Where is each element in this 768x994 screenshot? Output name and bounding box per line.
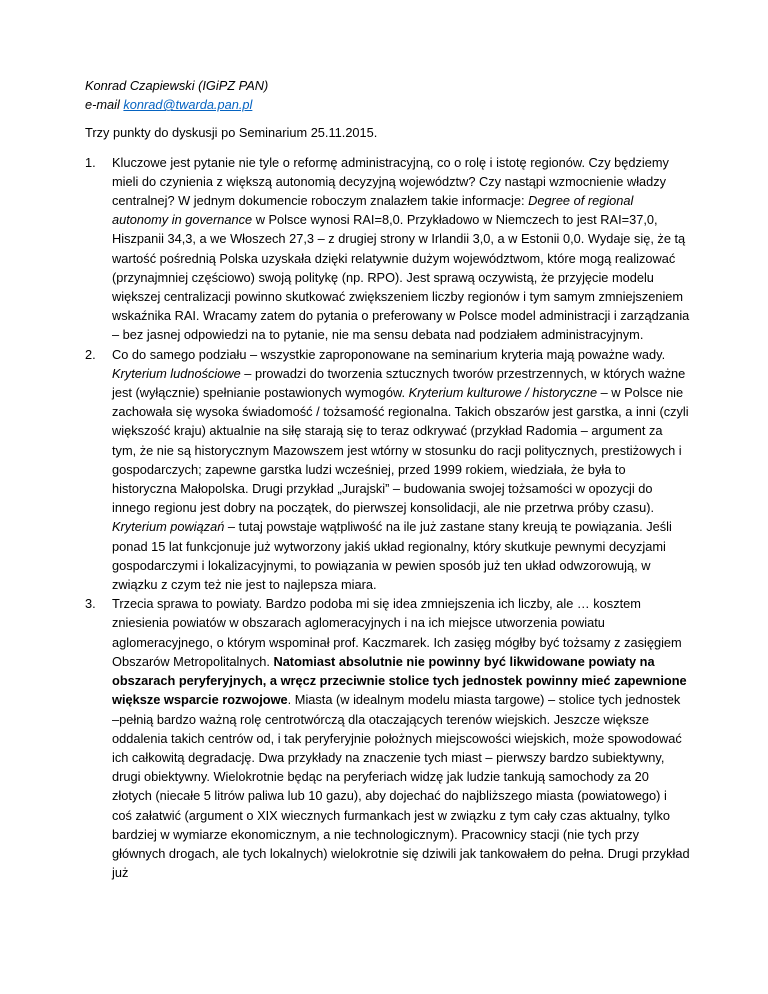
- text-run: Trzecia sprawa to powiaty. Bardzo podoba mi się idea zmniejszenia ich liczby, ale … kosztem zniesienia powiatów w obszarach aglomeracyjnych i na ich miejsce utworzenia powiatu aglomeracyjnego, o którym wspominał prof. Kaczmarek. Ich zasięg mógłby być tożsamy z zasięgiem Obszarów Metropolitalnych.: [112, 596, 682, 669]
- italic-term: Kryterium ludnościowe: [112, 365, 241, 381]
- italic-term: Kryterium powiązań: [112, 519, 225, 535]
- italic-term: Kryterium kulturowe / historyczne: [408, 385, 598, 401]
- list-item-number: 1.: [85, 154, 96, 170]
- italic-term: Degree of regional autonomy in governance: [112, 193, 634, 228]
- discussion-points-list: [85, 153, 690, 883]
- intro-text: Trzy punkty do dyskusji po Seminarium 25.11.2015.: [85, 125, 378, 141]
- author-line: Konrad Czapiewski (IGiPZ PAN): [85, 78, 269, 93]
- list-item-2: [85, 345, 690, 595]
- email-line: [85, 95, 690, 114]
- document-page: [85, 76, 690, 882]
- text-run: – prowadzi do tworzenia sztucznych tworów przestrzennych, w których ważne jest (wyłącznie) spełnianie postawionych wymogów.: [112, 365, 686, 401]
- list-item-3: [85, 594, 690, 882]
- list-item-number: 2.: [85, 346, 96, 362]
- bold-statement: Natomiast absolutnie nie powinny być likwidowane powiaty na obszarach peryferyjnych, a wręcz przeciwnie stolice tych jednostek powinny mieć zapewnione większe wsparcie rozwojowe: [112, 653, 687, 708]
- text-run: . Miasta (w idealnym modelu miasta targowe) – stolice tych jednostek –pełnią bardzo ważną rolę centrotwórczą dla otaczających terenów wiejskich. Jeszcze większe oddalenia takich centrów od, i tak peryferyjnie położnych miejscowości wiejskich, może spowodować ich całkowitą degradację. Dwa przykłady na znaczenie tych miast – pierwszy bardzo subiektywny, drugi obiektywny. Wielokrotnie będąc na peryferiach widzę jak ludzie tankują samochody za 20 złotych (niecałe 5 litrów paliwa lub 10 gazu), aby dojechać do najbliższego miasta (powiatowego) i coś załatwić (argument o XIX wiecznych furmankach jest w związku z tym cały czas aktualny, tylko bardziej w wymiarze ekonomicznym, a nie technologicznym). Pracownicy stacji (nie tych przy głównych drogach, ale tych lokalnych) wielokrotnie się dziwili jak tankowałem do pełna. Drugi przykład już: [112, 692, 690, 881]
- email-label: e-mail: [85, 97, 124, 113]
- text-run: – w Polsce nie zachowała się wysoka świadomość / tożsamość regionalna. Takich obszarów jest garstka, a inni (czyli większość kraju) aktualnie na siłę starają się to teraz odkrywać (przykład Radomia – argument za tym, że nie są historycznym Mazowszem jest wtórny w stosunku do racji politycznych, prestiżowych i gospodarczych; zapewne garstka ludzi wcześniej, przed 1999 rokiem, wiedziała, że była to historyczna Małopolska. Drugi przykład „Jurajski” – budowania swojej tożsamości w opozycji do innego regionu jest dobry na początek, do pierwszej konsolidacji, ale nie przetrwa próby czasu).: [112, 385, 689, 516]
- text-run: Co do samego podziału – wszystkie zaproponowane na seminarium kryteria mają poważne wady.: [112, 346, 666, 362]
- text-run: – tutaj powstaje wątpliwość na ile już zastane stany kreują te powiązania. Jeśli ponad 15 lat funkcjonuje już wytworzony jakiś układ regionalny, który skutkuje pewnymi decyzjami gospodarczymi i lokalizacyjnymi, to powiązania w pewien sposób już ten układ odwzorowują, w związku z czym też nie jest to najlepsza miara.: [112, 519, 672, 593]
- list-item-1: [85, 153, 690, 345]
- text-run: w Polsce wynosi RAI=8,0. Przykładowo w Niemczech to jest RAI=37,0, Hiszpanii 34,3, a we Włoszech 27,3 – z drugiej strony w Irlandii 3,0, a w Estonii 0,0. Wydaje się, że tą wartość pośrednią Polska uzyskała dzięki relatywnie dużym województwom, które mogą realizować (przynajmniej częściowo) swoją politykę (np. RPO). Jest sprawą oczywistą, że przyjęcie modelu większej centralizacji powinno skutkować zwiększeniem liczby regionów i tym samym zmniejszeniem wskaźnika RAI. Wracamy zatem do pytania o preferowany w Polsce model administracji i zarządzania – bez jasnej odpowiedzi na to pytanie, nie ma sensu debata nad podziałem administracyjnym.: [112, 212, 690, 343]
- email-link[interactable]: konrad@twarda.pan.pl: [123, 97, 253, 113]
- list-item-number: 3.: [85, 596, 96, 612]
- text-run: Kluczowe jest pytanie nie tyle o reformę administracyjną, co o rolę i istotę regionów. Czy będziemy mieli do czynienia z większą autonomią decyzyjną województw? Czy nastąpi wzmocnienie władzy centralnej? W jednym dokumencie roboczym znalazłem takie informacje:: [112, 154, 669, 209]
